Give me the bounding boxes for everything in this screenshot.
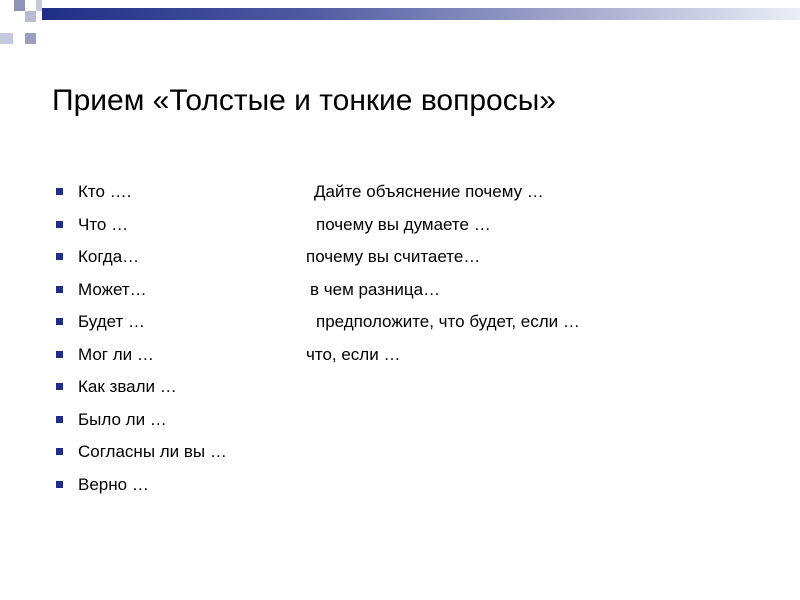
thin-question: Кто …. <box>78 182 132 201</box>
square-bullet-icon <box>56 286 63 293</box>
thick-question: в чем разница… <box>310 279 441 299</box>
square-bullet-icon <box>56 383 63 390</box>
thick-question: предположите, что будет, если … <box>316 312 580 331</box>
square-bullet-icon <box>56 351 63 358</box>
header-gradient-bar <box>42 8 800 20</box>
decor-square <box>0 33 13 44</box>
thin-question: Верно … <box>78 474 149 494</box>
decor-square <box>25 33 36 44</box>
thin-question: Было ли … <box>78 409 167 429</box>
thin-question: Мог ли … <box>78 344 154 364</box>
thick-question: почему вы думаете … <box>316 214 491 234</box>
thick-question: почему вы считаете… <box>306 247 481 266</box>
square-bullet-icon <box>56 318 63 325</box>
thin-question: Согласны ли вы … <box>78 442 227 461</box>
square-bullet-icon <box>56 253 63 260</box>
square-bullet-icon <box>56 481 63 488</box>
square-bullet-icon <box>56 188 63 195</box>
thin-question: Может… <box>78 279 147 299</box>
thin-question: Будет … <box>78 312 146 331</box>
thin-question: Что … <box>78 214 129 234</box>
decor-square <box>14 0 25 11</box>
slide-title: Прием «Толстые и тонкие вопросы» <box>52 84 556 117</box>
thick-question: Дайте объяснение почему … <box>314 182 544 201</box>
thin-question: Как звали … <box>78 377 177 396</box>
square-bullet-icon <box>56 448 63 455</box>
thick-question: что, если … <box>306 344 401 364</box>
square-bullet-icon <box>56 221 63 228</box>
decor-square <box>25 11 36 22</box>
thin-question: Когда… <box>78 247 140 266</box>
square-bullet-icon <box>56 416 63 423</box>
